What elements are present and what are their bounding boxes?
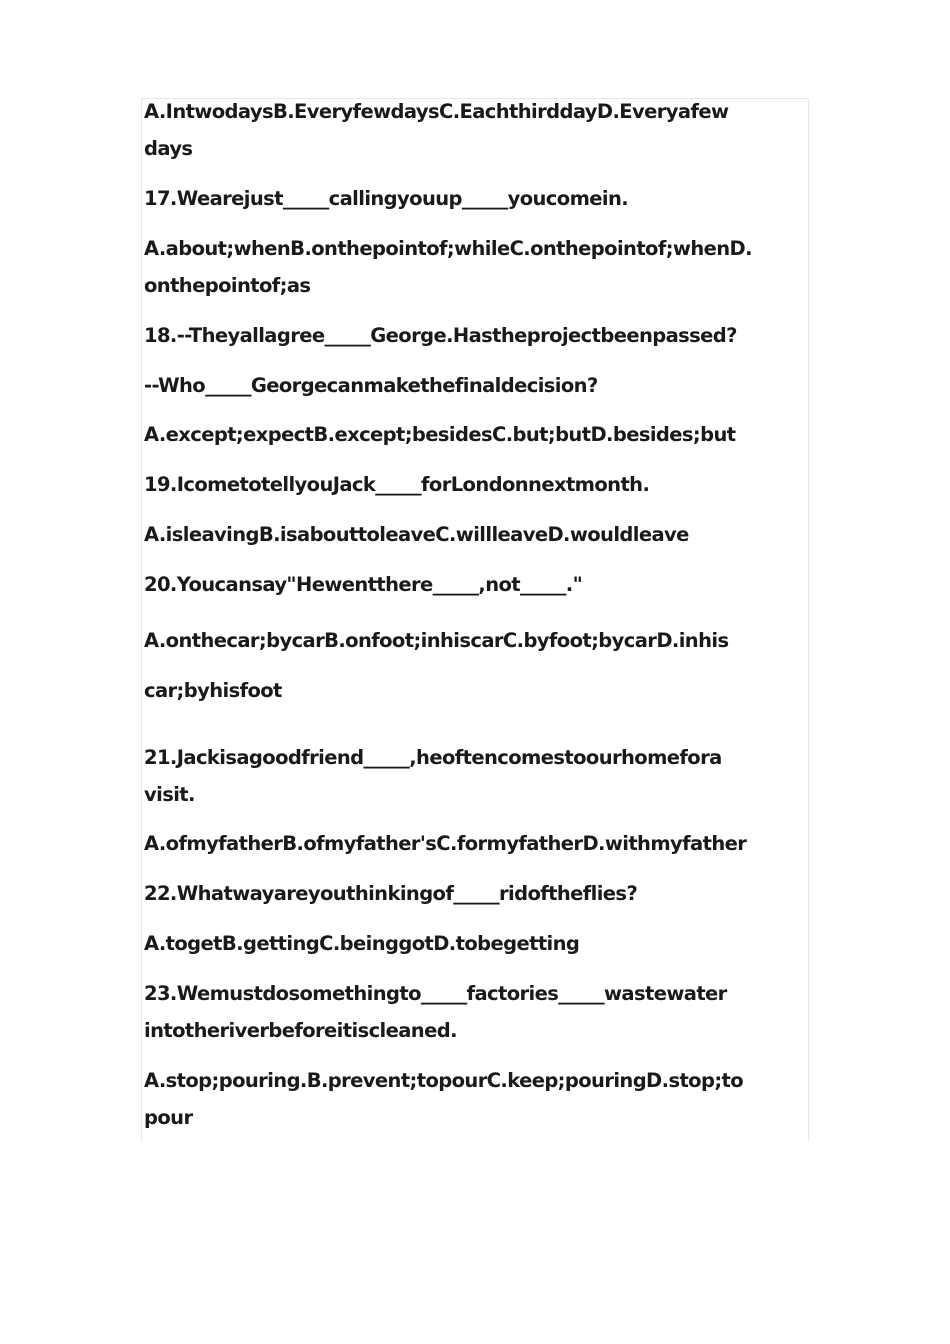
q19-question: 19.IcometotellyouJack_____forLondonnextmonth. bbox=[144, 473, 650, 496]
q18-question-line-1: 18.--Theyallagree_____George.Hastheprojectbeenpassed? bbox=[144, 324, 737, 347]
q22-question: 22.Whatwayareyouthinkingof_____ridoftheflies? bbox=[144, 882, 638, 905]
q17-options-line-1: A.about;whenB.onthepointof;whileC.onthepointof;whenD. bbox=[144, 237, 752, 260]
q20-options-line-1: A.onthecar;bycarB.onfoot;inhiscarC.byfoot;bycarD.inhis bbox=[144, 629, 729, 652]
q17-question: 17.Wearejust_____callingyouup_____youcomein. bbox=[144, 187, 629, 210]
q18-question-line-2: --Who_____Georgecanmakethefinaldecision? bbox=[144, 374, 598, 397]
q23-options-line-2: pour bbox=[144, 1106, 193, 1129]
q16-options-line-1: A.IntwodaysB.EveryfewdaysC.EachthirddayD.Everyafew bbox=[144, 100, 729, 123]
q20-question: 20.Youcansay"Hewentthere_____,not_____." bbox=[144, 573, 583, 596]
q19-options: A.isleavingB.isabouttoleaveC.willleaveD.wouldleave bbox=[144, 523, 689, 546]
q18-options: A.except;expectB.except;besidesC.but;butD.besides;but bbox=[144, 423, 736, 446]
q23-question-line-1: 23.Wemustdosomethingto_____factories_____wastewater bbox=[144, 982, 727, 1005]
q21-options: A.ofmyfatherB.ofmyfather'sC.formyfatherD.withmyfather bbox=[144, 832, 747, 855]
q21-question-line-1: 21.Jackisagoodfriend_____,heoftencomestoourhomefora bbox=[144, 746, 722, 769]
q21-question-line-2: visit. bbox=[144, 783, 195, 806]
q22-options: A.togetB.gettingC.beinggotD.tobegetting bbox=[144, 932, 580, 955]
q23-options-line-1: A.stop;pouring.B.prevent;topourC.keep;pouringD.stop;to bbox=[144, 1069, 744, 1092]
q20-options-line-2: car;byhisfoot bbox=[144, 679, 282, 702]
q17-options-line-2: onthepointof;as bbox=[144, 274, 311, 297]
q16-options-line-2: days bbox=[144, 137, 193, 160]
q23-question-line-2: intotheriverbeforeitiscleaned. bbox=[144, 1019, 457, 1042]
